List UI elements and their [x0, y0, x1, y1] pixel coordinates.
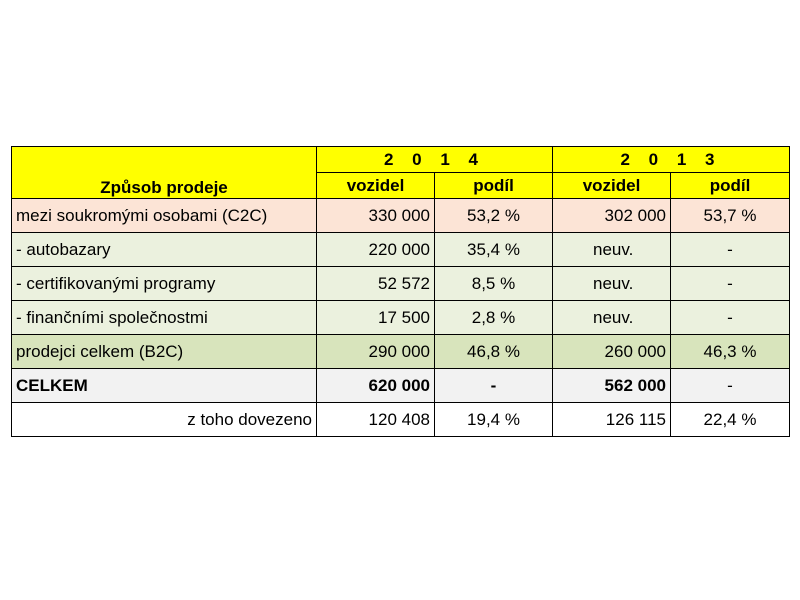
- row-label: - autobazary: [12, 233, 317, 267]
- table-row-finance-companies: [12, 301, 790, 335]
- row-label: mezi soukromými osobami (C2C): [12, 199, 317, 233]
- share-2013: -: [671, 233, 790, 267]
- table-row-imported: [12, 403, 790, 437]
- row-label: z toho dovezeno: [12, 403, 317, 437]
- table-row-b2c: [12, 335, 790, 369]
- vehicles-2013: 126 115: [553, 403, 671, 437]
- vehicles-2014-header: vozidel: [317, 173, 435, 199]
- vehicles-2013: neuv.: [553, 233, 671, 267]
- vehicles-2014: 290 000: [317, 335, 435, 369]
- share-2014: 19,4 %: [435, 403, 553, 437]
- share-2013: 53,7 %: [671, 199, 790, 233]
- share-2013: 46,3 %: [671, 335, 790, 369]
- row-label: CELKEM: [12, 369, 317, 403]
- share-2013: -: [671, 301, 790, 335]
- row-label: - finančními společnostmi: [12, 301, 317, 335]
- vehicles-2013: 562 000: [553, 369, 671, 403]
- table-row-c2c: [12, 199, 790, 233]
- vehicles-2014: 17 500: [317, 301, 435, 335]
- vehicles-2013: neuv.: [553, 301, 671, 335]
- year-2014-header: 2 0 1 4: [317, 147, 553, 173]
- share-2013-header: podíl: [671, 173, 790, 199]
- table-row-total: [12, 369, 790, 403]
- table-row-certified-programs: [12, 267, 790, 301]
- sales-method-table: [11, 146, 790, 437]
- vehicles-2014: 620 000: [317, 369, 435, 403]
- vehicles-2013: neuv.: [553, 267, 671, 301]
- method-column-header: Způsob prodeje: [12, 147, 317, 199]
- share-2014: 35,4 %: [435, 233, 553, 267]
- share-2014: 53,2 %: [435, 199, 553, 233]
- vehicles-2014: 330 000: [317, 199, 435, 233]
- vehicles-2013: 260 000: [553, 335, 671, 369]
- row-label: prodejci celkem (B2C): [12, 335, 317, 369]
- row-label: - certifikovanými programy: [12, 267, 317, 301]
- vehicles-2013: 302 000: [553, 199, 671, 233]
- vehicles-2014: 52 572: [317, 267, 435, 301]
- share-2013: -: [671, 267, 790, 301]
- share-2014-header: podíl: [435, 173, 553, 199]
- share-2014: 2,8 %: [435, 301, 553, 335]
- vehicles-2013-header: vozidel: [553, 173, 671, 199]
- share-2014: 46,8 %: [435, 335, 553, 369]
- share-2013: 22,4 %: [671, 403, 790, 437]
- vehicles-2014: 220 000: [317, 233, 435, 267]
- share-2014: 8,5 %: [435, 267, 553, 301]
- table-row-autobazary: [12, 233, 790, 267]
- vehicles-2014: 120 408: [317, 403, 435, 437]
- share-2013: -: [671, 369, 790, 403]
- header-row-years: [12, 147, 790, 173]
- share-2014: -: [435, 369, 553, 403]
- year-2013-header: 2 0 1 3: [553, 147, 790, 173]
